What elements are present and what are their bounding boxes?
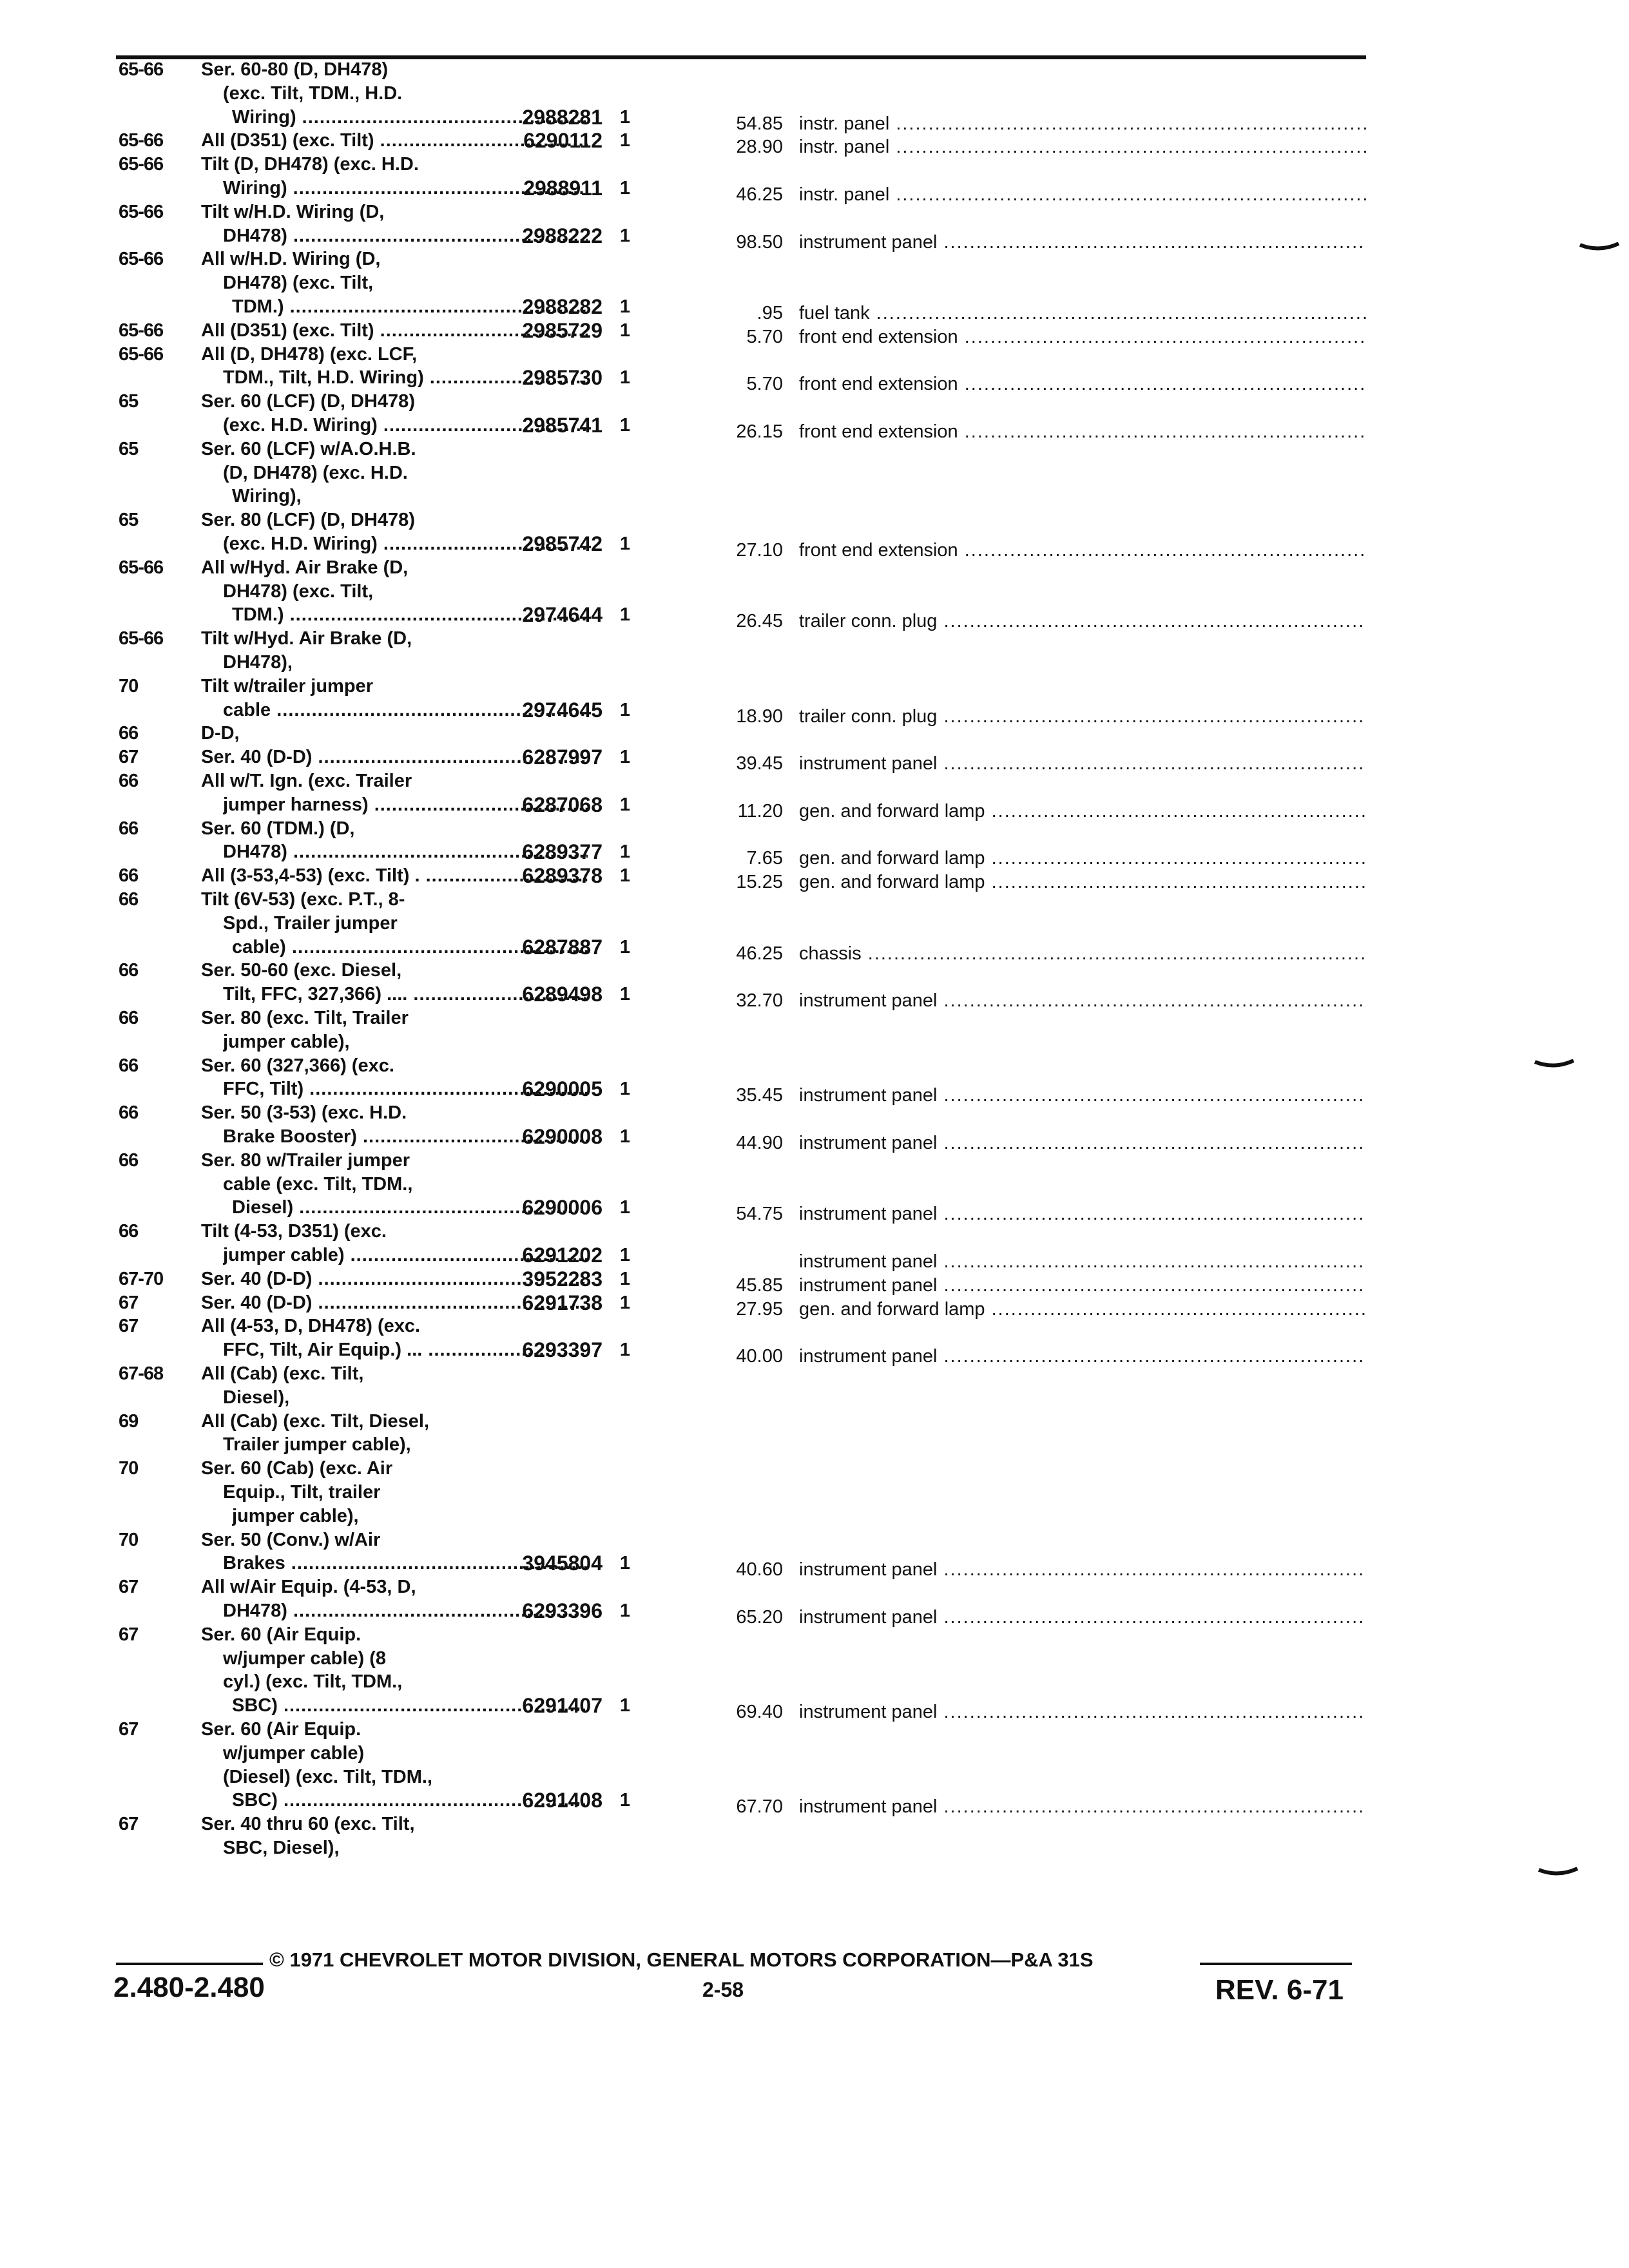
part-number: 6290008 <box>522 1125 602 1148</box>
price: 7.65 <box>746 848 783 869</box>
part-number: 2985730 <box>522 366 602 390</box>
usage: trailer conn. plug ..... <box>799 608 1366 634</box>
application-line: (Diesel) (exc. Tilt, TDM., <box>223 1766 432 1787</box>
usage: instr. panel ..... <box>799 182 1366 207</box>
quantity: 1 <box>619 865 631 887</box>
usage: instrument panel ..... <box>799 1273 1366 1298</box>
application-line: Ser. 60 (Air Equip. <box>201 1624 361 1645</box>
model-year: 70 <box>119 1458 139 1479</box>
quantity: 1 <box>619 936 631 957</box>
application-line: Tilt w/Hyd. Air Brake (D, <box>201 628 412 649</box>
application-line: (exc. H.D. Wiring) ..... <box>223 412 588 438</box>
part-number: 2985742 <box>522 532 602 555</box>
price: 40.60 <box>736 1559 783 1581</box>
application-line: All (D351) (exc. Tilt) ..... <box>201 128 588 153</box>
quantity: 1 <box>619 984 631 1005</box>
application-line: All (D, DH478) (exc. LCF, <box>201 343 418 365</box>
usage: gen. and forward lamp ..... <box>799 869 1366 895</box>
quantity: 1 <box>619 1126 631 1147</box>
model-year: 65-66 <box>119 249 164 270</box>
part-number: 6291202 <box>522 1244 602 1267</box>
quantity: 1 <box>619 794 631 815</box>
application-line: jumper cable) ..... <box>223 1242 588 1268</box>
application-line: All (4-53, D, DH478) (exc. <box>201 1316 421 1337</box>
model-year: 70 <box>119 1529 139 1550</box>
margin-mark <box>1537 1867 1579 1878</box>
price: 98.50 <box>736 231 783 253</box>
price: 27.95 <box>736 1298 783 1320</box>
model-year: 65-66 <box>119 628 164 649</box>
part-number: 6287887 <box>522 935 602 959</box>
usage: instrument panel ..... <box>799 229 1366 255</box>
application-line: DH478) (exc. Tilt, <box>223 273 374 294</box>
application-line: SBC) ..... <box>232 1787 588 1813</box>
model-year: 66 <box>119 1055 139 1076</box>
application-line: DH478) ..... <box>223 223 588 249</box>
application-line: All w/Hyd. Air Brake (D, <box>201 557 409 578</box>
application-line: w/jumper cable) <box>223 1742 365 1763</box>
model-year: 66 <box>119 723 139 744</box>
usage: instr. panel ..... <box>799 134 1366 160</box>
application-line: Ser. 60 (327,366) (exc. <box>201 1055 394 1076</box>
model-year: 66 <box>119 1221 139 1242</box>
quantity: 1 <box>619 1079 631 1100</box>
price: 46.25 <box>736 184 783 205</box>
application-line: cable ..... <box>223 697 588 723</box>
part-number: 2988911 <box>523 177 602 200</box>
part-number: 6287068 <box>522 793 602 816</box>
application-line: Wiring) ..... <box>223 175 588 201</box>
application-line: Wiring) ..... <box>232 104 588 130</box>
model-year: 65-66 <box>119 343 164 365</box>
model-year: 67 <box>119 1292 139 1313</box>
price: 26.45 <box>736 611 783 632</box>
application-line: All (3-53,4-53) (exc. Tilt) . ..... <box>201 863 588 889</box>
price: 54.75 <box>736 1204 783 1225</box>
price: 5.70 <box>746 374 783 395</box>
part-number: 2988282 <box>522 295 602 318</box>
quantity: 1 <box>619 1695 631 1716</box>
application-line: Spd., Trailer jumper <box>223 912 398 934</box>
model-year: 65 <box>119 391 139 412</box>
application-line: TDM.) ..... <box>232 294 588 320</box>
price: 18.90 <box>736 706 783 727</box>
application-line: All w/T. Ign. (exc. Trailer <box>201 771 412 791</box>
usage: instrument panel ..... <box>799 1794 1366 1820</box>
usage: instrument panel ..... <box>799 1249 1366 1274</box>
price: 35.45 <box>736 1085 783 1106</box>
part-number: 2985729 <box>522 318 602 342</box>
usage: instrument panel ..... <box>799 751 1366 776</box>
part-number: 2985741 <box>522 414 602 437</box>
application-line: All w/Air Equip. (4-53, D, <box>201 1577 416 1598</box>
quantity: 1 <box>619 1245 631 1265</box>
application-line: Brake Booster) ..... <box>223 1124 588 1149</box>
application-line: Ser. 40 (D-D) ..... <box>201 1266 588 1292</box>
application-line: Diesel), <box>223 1387 290 1408</box>
quantity: 1 <box>619 178 631 198</box>
price: 69.40 <box>736 1702 783 1723</box>
application-line: cable) ..... <box>232 934 588 960</box>
application-line: Tilt (D, DH478) (exc. H.D. <box>201 154 419 175</box>
model-year: 67 <box>119 1316 139 1337</box>
usage: instrument panel ..... <box>799 1343 1366 1369</box>
application-line: Ser. 60 (LCF) (D, DH478) <box>201 391 415 412</box>
application-line: Tilt w/trailer jumper <box>201 675 373 697</box>
quantity: 1 <box>619 130 631 151</box>
application-line: Ser. 60 (LCF) w/A.O.H.B. <box>201 438 416 459</box>
quantity: 1 <box>619 320 631 341</box>
footer-rule-right <box>1200 1963 1352 1965</box>
price: 44.90 <box>736 1133 783 1153</box>
application-line: Tilt (6V-53) (exc. P.T., 8- <box>201 889 405 910</box>
price: 46.25 <box>736 943 783 964</box>
application-line: jumper cable), <box>232 1505 359 1526</box>
part-number: 6289378 <box>522 864 602 888</box>
application-line: Wiring), <box>232 486 302 507</box>
application-line: Ser. 80 (exc. Tilt, Trailer <box>201 1008 409 1028</box>
model-year: 66 <box>119 889 139 910</box>
price: 54.85 <box>736 113 783 134</box>
part-number: 6293396 <box>522 1599 602 1622</box>
usage: trailer conn. plug ..... <box>799 704 1366 729</box>
quantity: 1 <box>619 296 631 317</box>
application-line: All (D351) (exc. Tilt) ..... <box>201 318 588 343</box>
model-year: 67 <box>119 747 139 768</box>
part-number: 6290112 <box>523 129 602 153</box>
application-line: Ser. 60 (Air Equip. <box>201 1719 361 1740</box>
model-year: 70 <box>119 675 139 697</box>
application-line: SBC, Diesel), <box>223 1838 340 1858</box>
usage: instrument panel ..... <box>799 1130 1366 1156</box>
price: 28.90 <box>736 137 783 158</box>
quantity: 1 <box>619 225 631 246</box>
quantity: 1 <box>619 415 631 436</box>
application-line: Ser. 80 w/Trailer jumper <box>201 1149 410 1171</box>
model-year: 67 <box>119 1719 139 1740</box>
application-line: Ser. 80 (LCF) (D, DH478) <box>201 510 415 531</box>
application-line: Ser. 50 (3-53) (exc. H.D. <box>201 1102 407 1124</box>
price: 65.20 <box>736 1607 783 1628</box>
footer-rule-left <box>116 1963 263 1965</box>
model-year: 66 <box>119 1102 139 1124</box>
part-number: 3945804 <box>522 1552 602 1575</box>
model-year: 65 <box>119 510 139 531</box>
model-year: 65-66 <box>119 59 164 80</box>
usage: gen. and forward lamp ..... <box>799 845 1366 871</box>
application-line: Diesel) ..... <box>232 1195 588 1220</box>
application-line: DH478) ..... <box>223 839 588 865</box>
usage: instrument panel ..... <box>799 1557 1366 1582</box>
model-year: 65-66 <box>119 557 164 578</box>
price: 11.20 <box>737 800 783 822</box>
model-year: 66 <box>119 1149 139 1171</box>
part-number: 3952283 <box>522 1267 602 1291</box>
application-line: FFC, Tilt) ..... <box>223 1076 588 1102</box>
model-year: 66 <box>119 1008 139 1028</box>
price: 45.85 <box>736 1274 783 1296</box>
application-line: Equip., Tilt, trailer <box>223 1482 381 1503</box>
application-line: Ser. 40 (D-D) ..... <box>201 744 588 770</box>
part-number: 2988281 <box>522 105 602 129</box>
application-line: Ser. 50-60 (exc. Diesel, <box>201 960 402 981</box>
quantity: 1 <box>619 533 631 554</box>
part-number: 6291408 <box>522 1789 602 1812</box>
model-year: 67 <box>119 1624 139 1645</box>
quantity: 1 <box>619 841 631 863</box>
application-line: Trailer jumper cable), <box>223 1434 411 1456</box>
model-year: 69 <box>119 1410 139 1432</box>
model-year: 67 <box>119 1577 139 1598</box>
model-year: 65-66 <box>119 130 164 151</box>
quantity: 1 <box>619 1292 631 1313</box>
application-line: (exc. Tilt, TDM., H.D. <box>223 82 403 104</box>
application-line: Ser. 40 thru 60 (exc. Tilt, <box>201 1814 415 1835</box>
model-year: 65 <box>119 438 139 459</box>
application-line: DH478) (exc. Tilt, <box>223 581 374 602</box>
application-line: TDM., Tilt, H.D. Wiring) ..... <box>223 365 588 390</box>
quantity: 1 <box>619 1197 631 1218</box>
usage: chassis ..... <box>799 941 1366 966</box>
price: 39.45 <box>736 753 783 774</box>
application-line: D-D, <box>201 723 240 744</box>
part-number: 6293397 <box>522 1338 602 1362</box>
application-line: DH478) ..... <box>223 1598 588 1624</box>
footer-copyright: © 1971 CHEVROLET MOTOR DIVISION, GENERAL MOTORS CORPORATION—P&A 31S <box>269 1948 1094 1971</box>
usage: instr. panel ..... <box>799 111 1366 137</box>
usage: instrument panel ..... <box>799 1201 1366 1227</box>
model-year: 66 <box>119 865 139 887</box>
quantity: 1 <box>619 1553 631 1574</box>
application-line: TDM.) ..... <box>232 602 588 628</box>
footer-section-number: 2.480-2.480 <box>113 1972 265 2003</box>
usage: gen. and forward lamp ..... <box>799 1296 1366 1322</box>
price: 67.70 <box>736 1796 783 1818</box>
application-line: Brakes ..... <box>223 1550 588 1576</box>
price: 27.10 <box>736 540 783 561</box>
price: 15.25 <box>736 872 783 893</box>
quantity: 1 <box>619 1600 631 1621</box>
application-line: (D, DH478) (exc. H.D. <box>223 462 408 483</box>
model-year: 66 <box>119 771 139 791</box>
application-line: Ser. 60-80 (D, DH478) <box>201 59 389 80</box>
usage: instrument panel ..... <box>799 1604 1366 1630</box>
application-line: w/jumper cable) (8 <box>223 1648 387 1669</box>
application-line: Ser. 60 (Cab) (exc. Air <box>201 1458 393 1479</box>
model-year: 66 <box>119 818 139 839</box>
price: .95 <box>757 303 783 323</box>
model-year: 65-66 <box>119 154 164 175</box>
quantity: 1 <box>619 699 631 720</box>
quantity: 1 <box>619 1268 631 1289</box>
application-line: Tilt, FFC, 327,366) .... ..... <box>223 981 588 1007</box>
application-line: All w/H.D. Wiring (D, <box>201 249 381 270</box>
application-line: DH478), <box>223 652 293 673</box>
usage: gen. and forward lamp ..... <box>799 798 1366 824</box>
part-number: 6291738 <box>522 1291 602 1314</box>
application-line: Tilt w/H.D. Wiring (D, <box>201 201 385 222</box>
quantity: 1 <box>619 1790 631 1811</box>
model-year: 65-66 <box>119 201 164 222</box>
part-number: 6290006 <box>522 1196 602 1220</box>
application-line: jumper harness) ..... <box>223 792 588 818</box>
margin-mark <box>1579 242 1620 253</box>
quantity: 1 <box>619 747 631 768</box>
application-line: Ser. 60 (TDM.) (D, <box>201 818 355 839</box>
usage: fuel tank ..... <box>799 300 1366 326</box>
model-year: 65-66 <box>119 320 164 341</box>
application-line: cyl.) (exc. Tilt, TDM., <box>223 1671 403 1693</box>
model-year: 66 <box>119 960 139 981</box>
application-line: Ser. 50 (Conv.) w/Air <box>201 1529 381 1550</box>
model-year: 67-70 <box>119 1268 164 1289</box>
model-year: 67 <box>119 1814 139 1835</box>
margin-mark <box>1534 1059 1575 1070</box>
usage: front end extension ..... <box>799 324 1366 350</box>
quantity: 1 <box>619 367 631 389</box>
price: 32.70 <box>736 990 783 1012</box>
application-line: All (Cab) (exc. Tilt, <box>201 1363 364 1384</box>
price: 40.00 <box>736 1346 783 1367</box>
usage: instrument panel ..... <box>799 988 1366 1014</box>
part-number: 2974644 <box>522 603 602 627</box>
part-number: 6289377 <box>522 840 602 864</box>
part-number: 6290005 <box>522 1077 602 1101</box>
quantity: 1 <box>619 604 631 626</box>
part-number: 6291407 <box>522 1694 602 1718</box>
usage: instrument panel ..... <box>799 1082 1366 1108</box>
part-number: 6287997 <box>522 745 602 769</box>
application-line: All (Cab) (exc. Tilt, Diesel, <box>201 1410 430 1432</box>
application-line: cable (exc. Tilt, TDM., <box>223 1173 413 1195</box>
part-number: 2988222 <box>522 224 602 247</box>
application-line: (exc. H.D. Wiring) ..... <box>223 531 588 557</box>
footer-page-number: 2-58 <box>702 1978 744 2001</box>
application-line: Ser. 40 (D-D) ..... <box>201 1290 588 1316</box>
application-line: jumper cable), <box>223 1031 350 1052</box>
application-line: SBC) ..... <box>232 1693 588 1718</box>
quantity: 1 <box>619 1340 631 1361</box>
application-line: Tilt (4-53, D351) (exc. <box>201 1221 387 1242</box>
part-number: 6289498 <box>522 983 602 1006</box>
model-year: 67-68 <box>119 1363 164 1384</box>
usage: front end extension ..... <box>799 371 1366 397</box>
price: 26.15 <box>736 421 783 442</box>
application-line: FFC, Tilt, Air Equip.) ... ..... <box>223 1337 588 1363</box>
part-number: 2974645 <box>522 698 602 722</box>
price: 5.70 <box>746 326 783 347</box>
quantity: 1 <box>619 106 631 128</box>
footer-revision: REV. 6-71 <box>1215 1974 1344 2006</box>
usage: front end extension ..... <box>799 419 1366 445</box>
usage: front end extension ..... <box>799 537 1366 563</box>
usage: instrument panel ..... <box>799 1699 1366 1725</box>
